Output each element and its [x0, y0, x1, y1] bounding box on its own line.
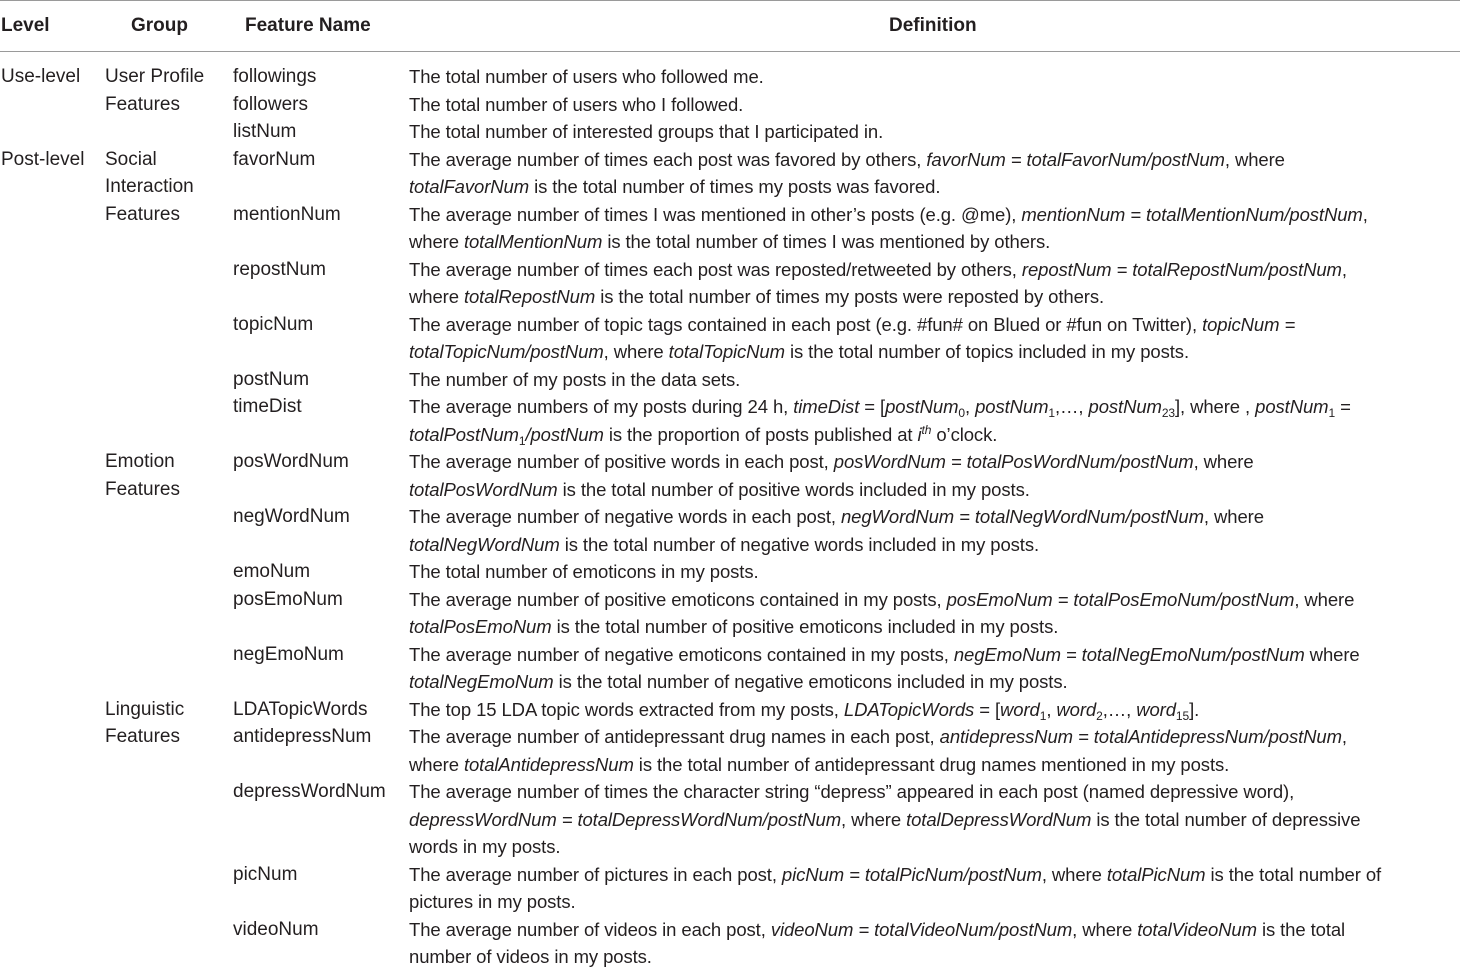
- math-term: LDATopicWords: [843, 698, 975, 720]
- feature-definition: [409, 778, 1360, 861]
- definition-text: The average number of times each post was reposted/retweeted by others,: [409, 258, 1022, 280]
- definition-line: [409, 503, 1264, 531]
- math-term: negWordNum = totalNegWordNum/postNum: [840, 506, 1204, 527]
- definition-line: [409, 283, 1347, 311]
- feature-definition: [409, 861, 1381, 916]
- definition-text: is the proportion of posts published at: [603, 423, 918, 445]
- header-group: Group: [131, 15, 188, 36]
- math-term: word: [1000, 698, 1040, 720]
- definition-text: pictures in my posts.: [409, 891, 576, 912]
- math-term: totalNegWordNum: [409, 533, 560, 555]
- definition-text: ,…,: [1102, 698, 1137, 720]
- definition-text: The average number of antidepressant drug names in each post,: [409, 726, 940, 747]
- math-term: mentionNum = totalMentionNum/postNum: [1021, 203, 1363, 225]
- subscript: 15: [1175, 708, 1190, 723]
- math-term: word: [1056, 698, 1097, 720]
- definition-text: The average number of times each post was favored by others,: [409, 148, 927, 170]
- definition-text: The total number of users who followed me.: [409, 66, 764, 87]
- superscript: th: [921, 422, 932, 437]
- definition-text: is the total number of positive emoticons included in my posts.: [551, 616, 1059, 637]
- definition-text: where: [409, 286, 464, 307]
- definition-line: [409, 723, 1347, 751]
- definition-text: ,: [1362, 203, 1368, 225]
- feature-definition: [409, 63, 764, 91]
- math-term: postNum: [885, 396, 959, 417]
- definition-text: , where: [1193, 451, 1254, 472]
- definition-line: [409, 201, 1368, 229]
- math-term: repostNum = totalRepostNum/postNum: [1021, 258, 1342, 280]
- header-level: Level: [1, 15, 50, 36]
- definition-text: The average number of negative words in each post,: [409, 506, 841, 527]
- feature-name: picNum: [233, 863, 298, 885]
- definition-text: The number of my posts in the data sets.: [409, 368, 741, 390]
- group-label-line: Features: [105, 726, 180, 747]
- definition-text: ,…,: [1054, 396, 1089, 417]
- definition-line: [409, 833, 1360, 861]
- definition-line: [409, 146, 1285, 174]
- definition-text: , where: [841, 808, 907, 830]
- math-term: totalPosEmoNum: [409, 616, 552, 637]
- definition-line: [409, 338, 1295, 366]
- definition-text: =: [1335, 396, 1351, 417]
- definition-text: The total number of users who I followed.: [409, 93, 744, 115]
- definition-line: [409, 421, 1351, 449]
- feature-name: LDATopicWords: [233, 698, 368, 720]
- feature-name: followings: [233, 66, 317, 87]
- feature-name: negWordNum: [233, 506, 350, 527]
- feature-name: emoNum: [233, 561, 311, 582]
- math-term: totalDepressWordNum: [906, 808, 1092, 830]
- math-term: depressWordNum = totalDepressWordNum/postNum: [409, 808, 842, 830]
- feature-definition: [409, 118, 883, 146]
- math-term: videoNum = totalVideoNum/postNum: [770, 918, 1073, 940]
- definition-text: The average number of pictures in each post,: [409, 863, 782, 885]
- definition-text: ].: [1189, 698, 1200, 720]
- subscript: 2: [1096, 708, 1103, 723]
- math-term: totalPosWordNum: [409, 478, 558, 500]
- group-label-line: Social: [105, 148, 157, 170]
- feature-definition: [409, 448, 1254, 503]
- definition-line: [409, 448, 1254, 476]
- definition-text: , where: [603, 341, 669, 362]
- definition-line: [409, 668, 1360, 696]
- feature-name: posWordNum: [233, 451, 349, 472]
- definition-line: [409, 173, 1285, 201]
- definition-line: [409, 91, 743, 119]
- group-label-line: Features: [105, 93, 180, 115]
- definition-text: The average number of positive words in each post,: [409, 451, 834, 472]
- feature-definition: [409, 146, 1285, 201]
- definition-line: [409, 393, 1351, 421]
- math-term: postNum: [1255, 396, 1329, 417]
- level-label: Use-level: [1, 66, 81, 87]
- definition-text: ], where ,: [1174, 396, 1256, 417]
- definition-text: where: [1304, 643, 1360, 665]
- definition-text: number of videos in my posts.: [409, 946, 652, 967]
- math-term: posEmoNum = totalPosEmoNum/postNum: [946, 588, 1295, 610]
- definition-text: The average number of videos in each post,: [409, 918, 771, 940]
- feature-name: favorNum: [233, 148, 316, 170]
- group-label-line: Interaction: [105, 176, 194, 197]
- feature-definition: [409, 586, 1354, 641]
- math-term: i: [917, 423, 922, 445]
- definition-line: [409, 558, 759, 586]
- definition-text: is the total number of topics included in my posts.: [784, 341, 1189, 362]
- feature-name: postNum: [233, 368, 310, 390]
- feature-definition: [409, 503, 1264, 558]
- feature-definition: [409, 916, 1345, 971]
- definition-line: [409, 943, 1345, 971]
- feature-definition: [409, 723, 1347, 778]
- definition-line: [409, 751, 1347, 779]
- group-label: [105, 448, 180, 503]
- definition-text: where: [409, 753, 464, 775]
- feature-name: posEmoNum: [233, 588, 343, 610]
- math-term: picNum = totalPicNum/postNum: [781, 863, 1042, 885]
- subscript: 1: [1048, 406, 1055, 420]
- feature-name: topicNum: [233, 313, 314, 335]
- math-term: word: [1136, 698, 1176, 720]
- definition-text: o’clock.: [931, 423, 998, 445]
- subscript: 23: [1161, 406, 1175, 420]
- math-term: negEmoNum = totalNegEmoNum/postNum: [953, 643, 1305, 665]
- definition-text: where: [409, 231, 464, 252]
- math-term: postNum: [1088, 396, 1162, 417]
- feature-name: negEmoNum: [233, 643, 344, 665]
- feature-definition: [409, 91, 743, 119]
- definition-text: The average number of topic tags contained in each post (e.g. #fun# on Blued or #fun on Twitter),: [409, 313, 1203, 335]
- feature-name: antidepressNum: [233, 726, 372, 747]
- definition-text: words in my posts.: [409, 836, 561, 857]
- definition-line: [409, 696, 1199, 724]
- definition-text: , where: [1203, 506, 1264, 527]
- math-term: timeDist: [793, 396, 860, 417]
- definition-text: The average number of times the character string “depress” appeared in each post (named depressive word),: [409, 781, 1295, 802]
- definition-line: [409, 586, 1354, 614]
- math-term: totalNegEmoNum: [409, 671, 554, 692]
- definition-line: [409, 476, 1254, 504]
- definition-text: , where: [1072, 918, 1138, 940]
- subscript: 1: [1039, 708, 1047, 723]
- table-header: [0, 0, 1460, 52]
- definition-text: The average numbers of my posts during 24 h,: [409, 396, 794, 417]
- definition-text: The total number of emoticons in my posts.: [409, 561, 759, 582]
- definition-text: ,: [1046, 698, 1057, 720]
- math-term: /postNum: [525, 423, 604, 445]
- feature-definition: [409, 393, 1351, 448]
- group-label: [105, 146, 194, 229]
- math-term: totalFavorNum: [409, 176, 530, 197]
- feature-name: videoNum: [233, 918, 319, 940]
- feature-definition: [409, 201, 1368, 256]
- definition-line: [409, 778, 1360, 806]
- level-label: Post-level: [1, 148, 85, 170]
- feature-name: timeDist: [233, 396, 302, 417]
- feature-name: mentionNum: [233, 203, 341, 225]
- subscript: 1: [1328, 406, 1336, 420]
- feature-name: depressWordNum: [233, 781, 386, 802]
- definition-text: is the total number of negative emoticons included in my posts.: [553, 671, 1068, 692]
- feature-definition: [409, 311, 1295, 366]
- definition-text: The average number of positive emoticons contained in my posts,: [409, 588, 947, 610]
- definition-line: [409, 641, 1360, 669]
- definition-text: , where: [1224, 148, 1285, 170]
- definition-line: [409, 63, 764, 91]
- definition-text: is the total number of depressive: [1091, 808, 1361, 830]
- definition-line: [409, 916, 1345, 944]
- definition-text: = [: [974, 698, 1001, 720]
- definition-text: is the total number of times my posts was favored.: [529, 176, 941, 197]
- definition-text: is the total number of times I was mentioned by others.: [602, 231, 1051, 252]
- subscript: 0: [958, 406, 965, 420]
- definition-line: [409, 613, 1354, 641]
- math-term: totalPostNum: [409, 423, 519, 445]
- definition-line: [409, 118, 883, 146]
- math-term: antidepressNum = totalAntidepressNum/postNum: [939, 726, 1342, 747]
- definition-text: is the total number of times my posts were reposted by others.: [595, 286, 1105, 307]
- definition-line: [409, 861, 1381, 889]
- definition-text: , where: [1294, 588, 1355, 610]
- subscript: 1: [518, 433, 526, 448]
- definition-text: ,: [1341, 258, 1347, 280]
- definition-text: is the total number of antidepressant drug names mentioned in my posts.: [633, 753, 1230, 775]
- math-term: totalMentionNum: [463, 231, 603, 252]
- definition-text: The total number of interested groups that I participated in.: [409, 121, 884, 142]
- definition-text: , where: [1041, 863, 1107, 885]
- definition-text: ,: [964, 396, 976, 417]
- definition-line: [409, 806, 1360, 834]
- definition-text: The average number of times I was mentioned in other’s posts (e.g. @me),: [409, 203, 1022, 225]
- math-term: topicNum =: [1202, 313, 1296, 335]
- definition-line: [409, 311, 1295, 339]
- feature-name: listNum: [233, 121, 297, 142]
- feature-definition: [409, 558, 759, 586]
- group-label-line: Features: [105, 203, 180, 225]
- group-label-line: Linguistic: [105, 698, 185, 720]
- feature-name: repostNum: [233, 258, 326, 280]
- definition-line: [409, 256, 1347, 284]
- feature-definition: [409, 641, 1360, 696]
- feature-definition: [409, 256, 1347, 311]
- header-feature-name: Feature Name: [245, 15, 371, 36]
- definition-line: [409, 531, 1264, 559]
- math-term: posWordNum = totalPosWordNum/postNum: [833, 451, 1194, 472]
- math-term: totalTopicNum: [668, 341, 785, 362]
- definition-text: is the total: [1256, 918, 1346, 940]
- definition-text: The top 15 LDA topic words extracted from my posts,: [409, 698, 844, 720]
- definition-text: ,: [1341, 726, 1347, 747]
- math-term: totalRepostNum: [463, 286, 596, 307]
- math-term: postNum: [975, 396, 1049, 417]
- group-label-line: User Profile: [105, 66, 205, 87]
- header-definition: Definition: [889, 15, 977, 36]
- math-term: favorNum = totalFavorNum/postNum: [926, 148, 1225, 170]
- group-label: [105, 63, 204, 118]
- feature-definition: [409, 366, 740, 394]
- feature-definition: [409, 696, 1199, 724]
- group-label-line: Features: [105, 478, 180, 500]
- math-term: totalTopicNum/postNum: [409, 341, 604, 362]
- math-term: totalAntidepressNum: [463, 753, 634, 775]
- definition-text: The average number of negative emoticons contained in my posts,: [409, 643, 954, 665]
- group-label: [105, 696, 184, 751]
- math-term: totalPicNum: [1106, 863, 1206, 885]
- definition-line: [409, 888, 1381, 916]
- definition-line: [409, 366, 740, 394]
- definition-text: is the total number of: [1205, 863, 1382, 885]
- math-term: totalVideoNum: [1137, 918, 1257, 940]
- group-label-line: Emotion: [105, 451, 175, 472]
- definition-text: is the total number of positive words included in my posts.: [557, 478, 1030, 500]
- feature-name: followers: [233, 93, 308, 115]
- definition-text: is the total number of negative words included in my posts.: [559, 533, 1040, 555]
- definition-line: [409, 228, 1368, 256]
- definition-text: = [: [859, 396, 886, 417]
